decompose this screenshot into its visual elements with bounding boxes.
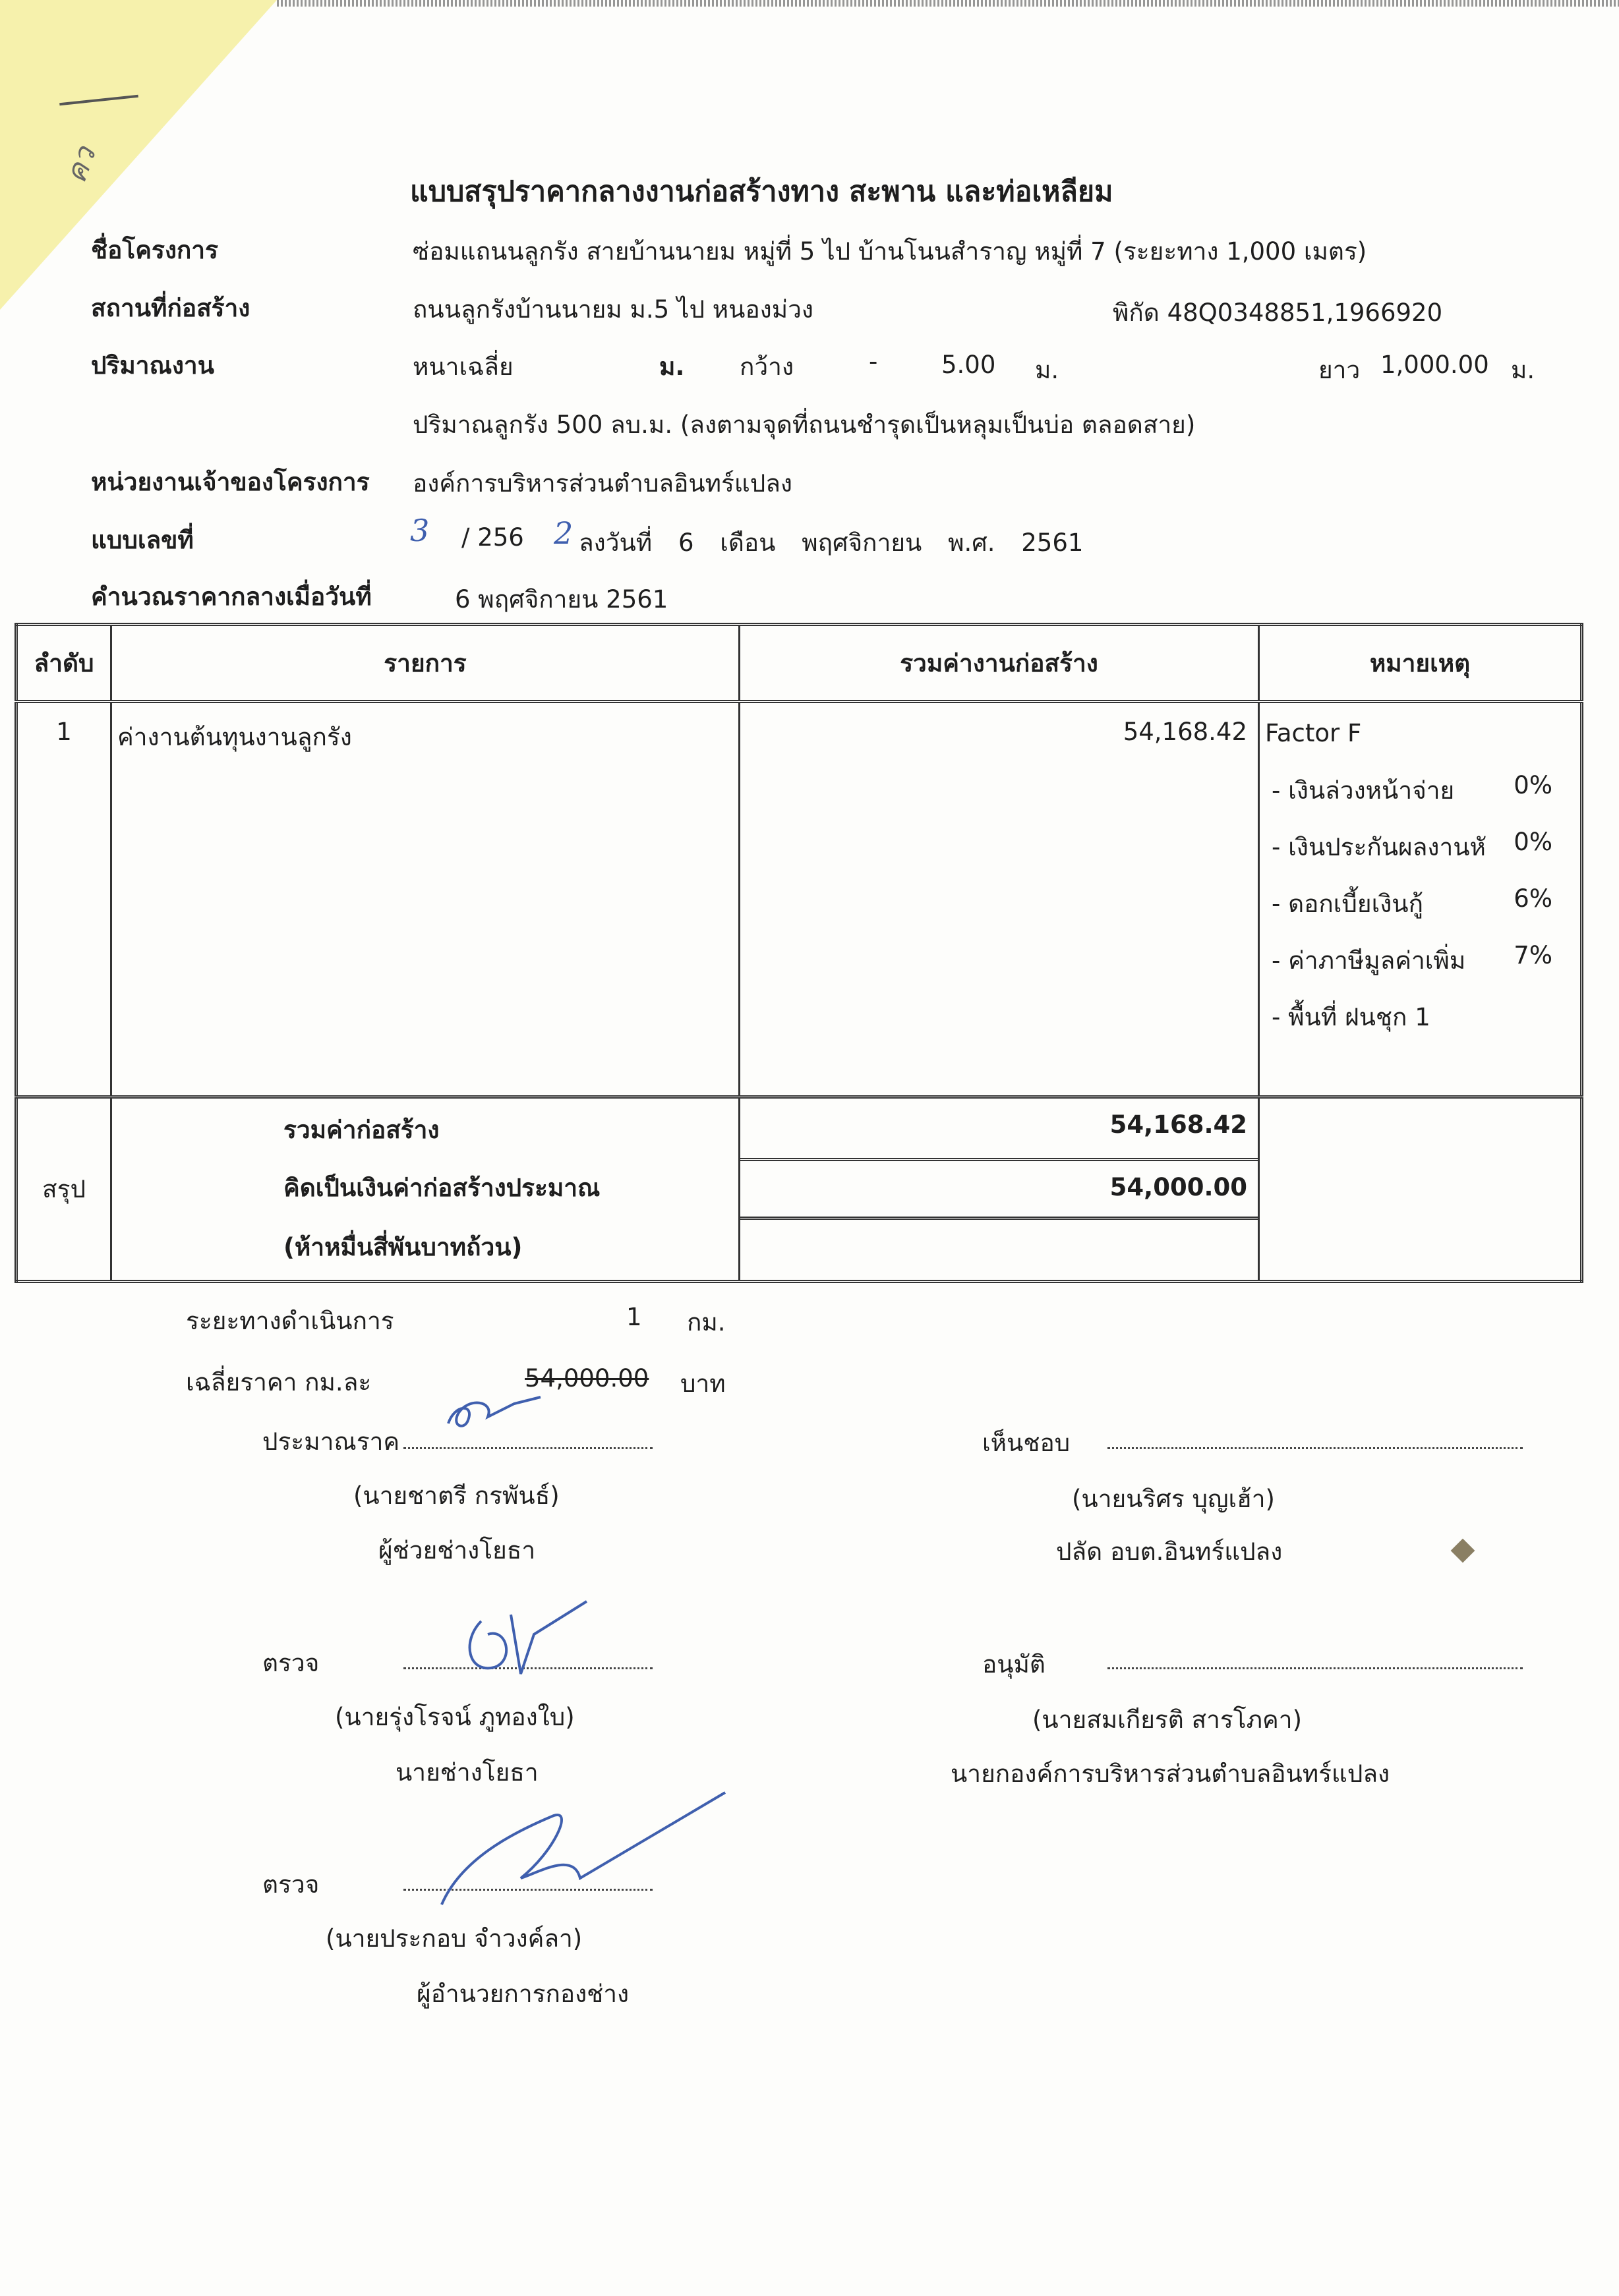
col-header-remarks: หมายเหตุ	[1259, 625, 1582, 702]
remark-value: 0%	[1514, 828, 1552, 856]
page-title: แบบสรุปราคากลางงานก่อสร้างทาง สะพาน และท่อเหลียม	[410, 175, 1113, 208]
total-label: รวมค่าก่อสร้าง	[283, 1116, 440, 1144]
calc-date-label: คำนวณราคากลางเมื่อวันที่	[91, 583, 372, 611]
check2-signature	[422, 1779, 751, 1911]
distance-unit: กม.	[687, 1308, 726, 1336]
remark-value: 0%	[1514, 771, 1552, 799]
summary-row	[16, 1097, 1582, 1282]
col-header-amount: รวมค่างานก่อสร้าง	[740, 625, 1259, 702]
coordinates: พิกัด 48Q0348851,1966920	[1113, 299, 1443, 327]
estimate-name: (นายชาตรี กรพันธ์)	[353, 1481, 560, 1510]
amount-in-words: (ห้าหมื่นสี่พันบาทถ้วน)	[283, 1233, 523, 1261]
project-name-label: ชื่อโครงการ	[91, 236, 218, 264]
summary-amount-cell	[740, 1097, 1259, 1282]
total-value: 54,168.42	[740, 1099, 1258, 1161]
distance-label: ระยะทางดำเนินการ	[186, 1307, 394, 1335]
owner-value: องค์การบริหารส่วนตำบลอินทร์แปลง	[413, 469, 792, 498]
location-value: ถนนลูกรังบ้านนายม ม.5 ไป หนองม่วง	[413, 295, 813, 324]
width-value: 5.00	[941, 351, 996, 379]
table-row	[16, 702, 1582, 1097]
quantity-label: ปริมาณงาน	[91, 351, 214, 380]
avg-label: เฉลี่ยราคา กม.ละ	[186, 1368, 372, 1396]
agree-name: (นายนริศร บุญเฮ้า)	[1072, 1485, 1275, 1513]
remark-label: - เงินล่วงหน้าจ่าย	[1272, 776, 1455, 805]
estimate-label: ประมาณราค	[262, 1427, 400, 1456]
scan-mark	[1451, 1539, 1475, 1563]
estimate-position: ผู้ช่วยช่างโยธา	[378, 1536, 536, 1564]
remark-item	[1265, 884, 1580, 941]
approx-label: คิดเป็นเงินค่าก่อสร้างประมาณ	[283, 1174, 601, 1202]
remark-item	[1265, 771, 1580, 828]
check1-name: (นายรุ่งโรจน์ ภูทองใบ)	[335, 1703, 575, 1731]
thickness-label: หนาเฉลี่ย	[413, 353, 514, 381]
summary-labels-cell	[111, 1097, 740, 1282]
row-item: ค่างานต้นทุนงานลูกรัง	[111, 702, 740, 1097]
estimate-signature-line	[403, 1447, 653, 1449]
remark-value: 7%	[1514, 941, 1552, 969]
remark-label: - ค่าภาษีมูลค่าเพิ่ม	[1272, 946, 1466, 975]
width-dash: -	[869, 347, 878, 376]
check2-position: ผู้อำนวยการกองช่าง	[417, 1980, 630, 2008]
remark-item	[1265, 941, 1580, 998]
check2-label: ตรวจ	[262, 1870, 320, 1899]
thickness-unit: ม.	[659, 353, 685, 381]
width-label: กว้าง	[740, 353, 794, 381]
location-label: สถานที่ก่อสร้าง	[91, 294, 250, 322]
form-number-handwritten: 3	[410, 513, 430, 548]
approve-name: (นายสมเกียรติ สารโภคา)	[1032, 1706, 1303, 1734]
form-year-prefix: / 256	[461, 523, 524, 552]
form-date: ลงวันที่ 6 เดือน พฤศจิกายน พ.ศ. 2561	[579, 529, 1084, 557]
agree-signature-line	[1107, 1447, 1523, 1449]
table-header-row	[16, 625, 1582, 702]
project-name-value: ซ่อมแถนนลูกรัง สายบ้านนายม หมู่ที่ 5 ไป บ้านโนนสำราญ หมู่ที่ 7 (ระยะทาง 1,000 เมตร)	[413, 237, 1367, 266]
row-no: 1	[16, 702, 111, 1097]
corner-note-text: คว	[59, 142, 103, 188]
remark-label: - พื้นที่ ฝนชุก 1	[1272, 1003, 1430, 1031]
length-unit: ม.	[1511, 356, 1535, 384]
cost-table	[15, 623, 1583, 1283]
calc-date: 6 พฤศจิกายน 2561	[455, 585, 668, 614]
summary-label: สรุป	[16, 1097, 111, 1282]
avg-unit: บาท	[680, 1369, 726, 1398]
form-number-label: แบบเลขที่	[91, 526, 194, 554]
form-year-handwritten: 2	[554, 515, 574, 551]
remark-item	[1265, 998, 1580, 1054]
remark-value: 6%	[1514, 884, 1552, 913]
remarks-title: Factor F	[1265, 719, 1362, 747]
check2-name: (นายประกอบ จำวงค์ลา)	[326, 1924, 583, 1953]
agree-label: เห็นชอบ	[982, 1429, 1071, 1457]
remark-item	[1265, 828, 1580, 884]
approx-value: 54,000.00	[740, 1161, 1258, 1220]
length-value: 1,000.00	[1380, 351, 1489, 379]
approve-signature-line	[1107, 1667, 1523, 1669]
avg-value: 54,000.00	[525, 1364, 649, 1392]
width-unit: ม.	[1035, 356, 1059, 384]
check1-position: นายช่างโยธา	[396, 1758, 539, 1787]
col-header-item: รายการ	[111, 625, 740, 702]
col-header-no: ลำดับ	[16, 625, 111, 702]
owner-label: หน่วยงานเจ้าของโครงการ	[91, 468, 370, 496]
row-amount: 54,168.42	[740, 702, 1259, 1097]
approve-label: อนุมัติ	[982, 1650, 1045, 1679]
check1-label: ตรวจ	[262, 1649, 320, 1677]
agree-position: ปลัด อบต.อินทร์แปลง	[1056, 1537, 1283, 1566]
length-label: ยาว	[1318, 356, 1361, 384]
remarks-cell	[1259, 702, 1582, 1097]
summary-empty-cell	[1259, 1097, 1582, 1282]
remark-label: - เงินประกันผลงานหั	[1272, 833, 1486, 861]
remark-label: - ดอกเบี้ยเงินกู้	[1272, 890, 1423, 918]
check1-signature	[448, 1595, 606, 1700]
estimate-signature	[435, 1384, 554, 1443]
distance-value: 1	[626, 1303, 642, 1331]
scan-edge	[277, 0, 1619, 7]
laterite-quantity: ปริมาณลูกรัง 500 ลบ.ม. (ลงตามจุดที่ถนนชำรุดเป็นหลุมเป็นบ่อ ตลอดสาย)	[413, 411, 1196, 439]
approve-position: นายกองค์การบริหารส่วนตำบลอินทร์แปลง	[951, 1760, 1390, 1788]
